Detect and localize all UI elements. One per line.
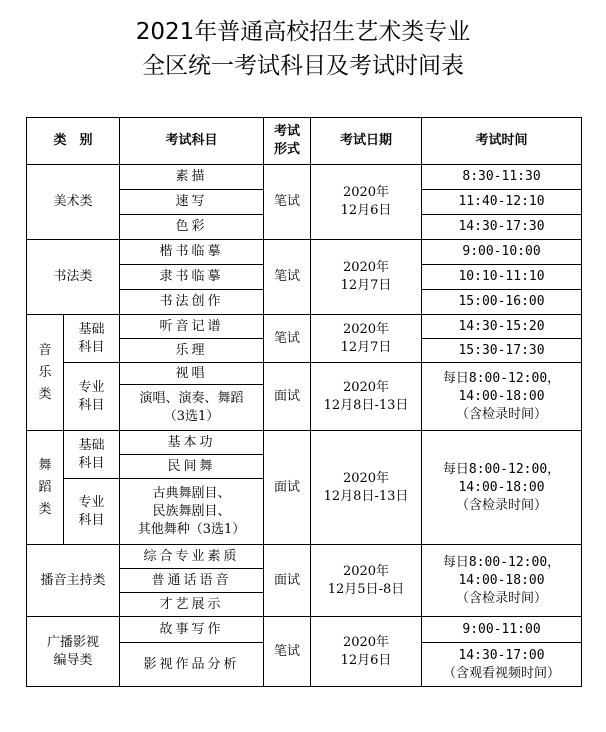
subject-cell: 才艺展示 — [120, 593, 264, 617]
format-cell: 笔试 — [264, 315, 311, 363]
format-cell: 笔试 — [264, 617, 311, 687]
header-category: 类 别 — [27, 118, 120, 165]
subject-cell: 普通话语音 — [120, 569, 264, 593]
table-row — [27, 165, 582, 190]
category-dance-label: 舞蹈类 — [38, 457, 52, 517]
dance-major-label: 专业 科目 — [64, 479, 120, 545]
format-cell: 面试 — [264, 545, 311, 617]
time-cell: 9:00-10:00 — [422, 240, 582, 265]
subject-cell: 基本功 — [120, 431, 264, 455]
table-row — [27, 240, 582, 265]
time-cell: 8:30-11:30 — [422, 165, 582, 190]
date-cell: 2020年 12月7日 — [311, 240, 422, 315]
subject-cell: 素描 — [120, 165, 264, 190]
category-music-label: 音乐类 — [38, 342, 52, 402]
date-cell: 2020年 12月6日 — [311, 165, 422, 240]
subject-cell: 楷书临摹 — [120, 240, 264, 265]
dance-basic-label: 基础 科目 — [64, 431, 120, 479]
category-dance — [27, 431, 64, 545]
exam-schedule-table — [26, 117, 582, 687]
time-cell: 每日8:00-12:00， 14:00-18:00 （含检录时间） — [422, 545, 582, 617]
format-cell: 面试 — [264, 363, 311, 431]
table-row — [27, 363, 582, 385]
time-cell: 14:30-17:00 （含观看视频时间） — [422, 643, 582, 687]
header-subject: 考试科目 — [120, 118, 264, 165]
category-art: 美术类 — [27, 165, 120, 240]
table-row — [27, 617, 582, 643]
category-music — [27, 315, 64, 431]
header-format: 考试 形式 — [264, 118, 311, 165]
time-cell: 每日8:00-12:00， 14:00-18:00 （含检录时间） — [422, 431, 582, 545]
subject-cell: 综合专业素质 — [120, 545, 264, 569]
table-row — [27, 431, 582, 455]
subject-cell: 速写 — [120, 190, 264, 215]
subject-cell: 色彩 — [120, 215, 264, 240]
category-calligraphy: 书法类 — [27, 240, 120, 315]
document-title — [0, 15, 606, 83]
time-cell: 每日8:00-12:00， 14:00-18:00 （含检录时间） — [422, 363, 582, 431]
subject-cell: 影视作品分析 — [120, 643, 264, 687]
header-time: 考试时间 — [422, 118, 582, 165]
date-cell: 2020年 12月5日-8日 — [311, 545, 422, 617]
time-cell: 15:00-16:00 — [422, 290, 582, 315]
time-cell: 9:00-11:00 — [422, 617, 582, 643]
subject-cell: 听音记谱 — [120, 315, 264, 339]
time-cell: 14:30-15:20 — [422, 315, 582, 339]
subject-cell: 故事写作 — [120, 617, 264, 643]
header-date: 考试日期 — [311, 118, 422, 165]
category-film: 广播影视 编导类 — [27, 617, 120, 687]
date-cell: 2020年 12月8日-13日 — [311, 363, 422, 431]
subject-cell: 视唱 — [120, 363, 264, 385]
subject-cell: 隶书临摹 — [120, 265, 264, 290]
date-cell: 2020年 12月6日 — [311, 617, 422, 687]
table-row — [27, 545, 582, 569]
format-cell: 笔试 — [264, 165, 311, 240]
subject-cell: 民间舞 — [120, 455, 264, 479]
date-cell: 2020年 12月8日-13日 — [311, 431, 422, 545]
subject-cell: 演唱、演奏、舞蹈 （3选1） — [120, 385, 264, 431]
subject-cell: 古典舞剧目、 民族舞剧目、 其他舞种（3选1） — [120, 479, 264, 545]
subject-cell: 书法创作 — [120, 290, 264, 315]
title-line-2: 全区统一考试科目及考试时间表 — [142, 53, 464, 79]
format-cell: 笔试 — [264, 240, 311, 315]
title-line-1: 2021年普通高校招生艺术类专业 — [135, 19, 471, 45]
header-row — [27, 118, 582, 165]
date-cell: 2020年 12月7日 — [311, 315, 422, 363]
category-broadcast: 播音主持类 — [27, 545, 120, 617]
time-cell: 11:40-12:10 — [422, 190, 582, 215]
subject-cell: 乐理 — [120, 339, 264, 363]
music-basic-label: 基础 科目 — [64, 315, 120, 363]
time-cell: 15:30-17:30 — [422, 339, 582, 363]
time-cell: 14:30-17:30 — [422, 215, 582, 240]
table-row — [27, 315, 582, 339]
time-cell: 10:10-11:10 — [422, 265, 582, 290]
music-major-label: 专业 科目 — [64, 363, 120, 431]
format-cell: 面试 — [264, 431, 311, 545]
